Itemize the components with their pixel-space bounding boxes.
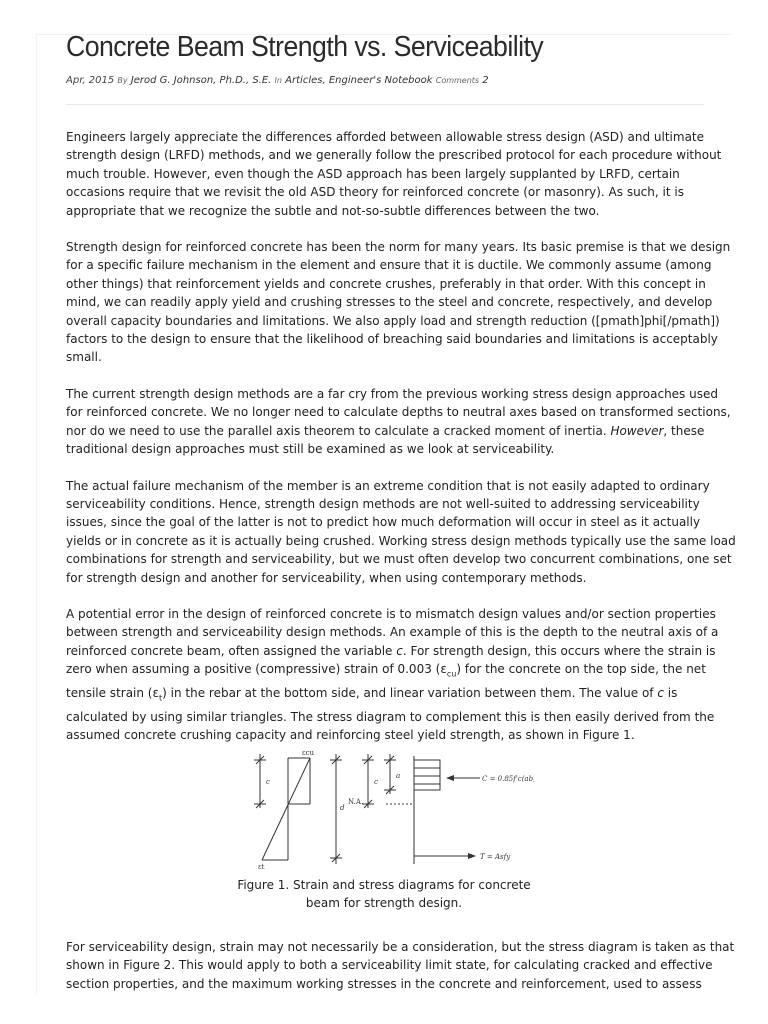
text-fragment: ) in the rebar at the bottom side, and linear variation between them. The value of bbox=[162, 685, 654, 700]
text-line: shown in Figure 2. This would apply to both a serviceability limit state, for calculating cracked and effective bbox=[66, 958, 713, 973]
text-line bbox=[66, 684, 706, 708]
text-line: section properties, and the maximum working stresses in the concrete and reinforcement, used to assess bbox=[66, 976, 702, 991]
author-link[interactable]: Jerod G. Johnson, Ph.D., S.E. bbox=[130, 75, 272, 86]
subscript-t: t bbox=[159, 693, 163, 703]
article-title: Concrete Beam Strength vs. Serviceability bbox=[66, 31, 544, 63]
variable-c: c bbox=[657, 685, 664, 700]
text-line: mind, we can readily apply yield and crushing stresses to the steel and concrete, respectively, and develop bbox=[66, 295, 713, 310]
paragraph-6 bbox=[66, 938, 735, 993]
label-et: εt bbox=[258, 863, 265, 871]
text-line: much trouble. However, even though the ASD approach has been largely supplanted by LRFD, certain bbox=[66, 166, 680, 181]
comments-label: Comments bbox=[435, 76, 480, 85]
category-links[interactable]: Articles, Engineer's Notebook bbox=[285, 75, 433, 86]
text-line: factors to the design to ensure that the likelihood of breaching said boundaries and limitations is acceptably bbox=[66, 332, 718, 347]
article-date: Apr, 2015 bbox=[66, 75, 115, 86]
article-body bbox=[66, 128, 736, 763]
symbol-epsilon: ε bbox=[440, 662, 447, 677]
text-line: combinations for strength and serviceability, but we must often develop two concurrent combinations, one set bbox=[66, 552, 732, 567]
text-fragment: . For strength design, this occurs where the strain is bbox=[402, 643, 716, 658]
text-line: serviceability conditions. Hence, strength design methods are not well-suited to addressing serviceability bbox=[66, 496, 700, 511]
text-line: Engineers largely appreciate the differences afforded between allowable stress design (ASD) and ultimate bbox=[66, 130, 705, 144]
figure-1-diagram bbox=[244, 748, 534, 873]
text-line bbox=[66, 422, 706, 440]
figure-1-caption bbox=[200, 876, 568, 912]
label-d: d bbox=[340, 804, 345, 812]
by-label: By bbox=[117, 76, 128, 85]
text-line: The actual failure mechanism of the member is an extreme condition that is not easily adapted to ordinary bbox=[66, 478, 710, 493]
text-line: issues, since the goal of the latter is not to predict how much deformation will occur in steel as it actually bbox=[66, 515, 701, 530]
emphasis-however: However bbox=[610, 423, 664, 438]
label-c-strain: c bbox=[266, 778, 270, 786]
text-line: strength design (LRFD) methods, and we generally follow the prescribed protocol for each procedure without bbox=[66, 148, 722, 163]
paragraph-2 bbox=[66, 238, 731, 367]
strain-stress-diagram bbox=[244, 748, 534, 873]
article-meta bbox=[66, 75, 489, 86]
symbol-epsilon: ε bbox=[152, 685, 159, 700]
meta-divider bbox=[66, 104, 704, 105]
text-line: overall capacity boundaries and limitations. We also apply load and strength reduction ([pmath]phi[/pmath]) bbox=[66, 313, 720, 328]
text-fragment: reinforced concrete beam, often assigned the variable bbox=[66, 643, 393, 658]
paragraph-1 bbox=[66, 128, 722, 220]
label-ecu: εcu bbox=[302, 749, 315, 757]
label-compression: C = 0.85f'c(ab) bbox=[482, 775, 534, 783]
text-fragment: ) for the concrete on the top side, the net bbox=[456, 662, 706, 677]
text-line: between strength and serviceability design methods. An example of this is the depth to the neutral axis of a bbox=[66, 625, 719, 640]
text-fragment: zero when assuming a positive (compressive) strain of 0.003 ( bbox=[66, 662, 441, 677]
label-c-stress: c bbox=[374, 778, 378, 786]
text-fragment: is bbox=[663, 685, 678, 700]
text-line: A potential error in the design of reinforced concrete is to mismatch design values and/or section properties bbox=[66, 606, 716, 621]
text-line: for reinforced concrete. We no longer need to calculate depths to neutral axes based on transformed sections, bbox=[66, 405, 731, 420]
text-fragment: nor do we need to use the parallel axis theorem to calculate a cracked moment of inertia. bbox=[66, 423, 607, 438]
text-line: traditional design approaches must still be examined as we look at serviceability. bbox=[66, 442, 555, 457]
caption-line: Figure 1. Strain and stress diagrams for concrete bbox=[237, 878, 531, 892]
label-a: a bbox=[396, 772, 401, 780]
text-line: appropriate that we recognize the subtle and not-so-subtle differences between the two. bbox=[66, 203, 600, 218]
paragraph-4 bbox=[66, 477, 736, 587]
comments-count-link[interactable]: 2 bbox=[482, 75, 489, 86]
text-line: other things) that reinforcement yields and concrete crushes, preferably in that order. With this concept in bbox=[66, 276, 706, 291]
in-label: In bbox=[274, 76, 282, 85]
frame-border-left bbox=[36, 34, 37, 994]
text-line: yields or in concrete as it is actually being crushed. Working stress design methods typically use the same load bbox=[66, 533, 736, 548]
text-line: for strength design and another for serviceability, when using contemporary methods. bbox=[66, 570, 587, 585]
text-line: for a specific failure mechanism in the element and ensure that it is ductile. We commonly assume (among bbox=[66, 258, 712, 273]
text-line: For serviceability design, strain may not necessarily be a consideration, but the stress diagram is taken as that bbox=[66, 940, 735, 954]
label-na: N.A. bbox=[348, 798, 364, 806]
subscript-cu: cu bbox=[446, 669, 457, 679]
text-line: occasions require that we revisit the old ASD theory for reinforced concrete (or masonry). As such, it is bbox=[66, 185, 684, 200]
caption-line: beam for strength design. bbox=[305, 896, 463, 910]
paragraph-5 bbox=[66, 605, 719, 745]
text-line: small. bbox=[66, 350, 102, 365]
text-line: assumed concrete crushing capacity and reinforcing steel yield strength, as shown in Figure 1. bbox=[66, 728, 635, 743]
text-line: The current strength design methods are a far cry from the previous working stress design approaches used bbox=[66, 386, 718, 401]
text-line: calculated by using similar triangles. The stress diagram to complement this is then easily derived from the bbox=[66, 709, 715, 724]
text-line bbox=[66, 660, 706, 684]
text-line: Strength design for reinforced concrete has been the norm for many years. Its basic premise is that we design bbox=[66, 240, 731, 255]
label-tension: T = Asfy bbox=[480, 853, 511, 861]
variable-c: c bbox=[396, 643, 403, 658]
text-fragment: tensile strain ( bbox=[66, 685, 153, 700]
text-line bbox=[66, 642, 716, 660]
text-fragment: , these bbox=[663, 423, 705, 438]
paragraph-3 bbox=[66, 385, 731, 459]
